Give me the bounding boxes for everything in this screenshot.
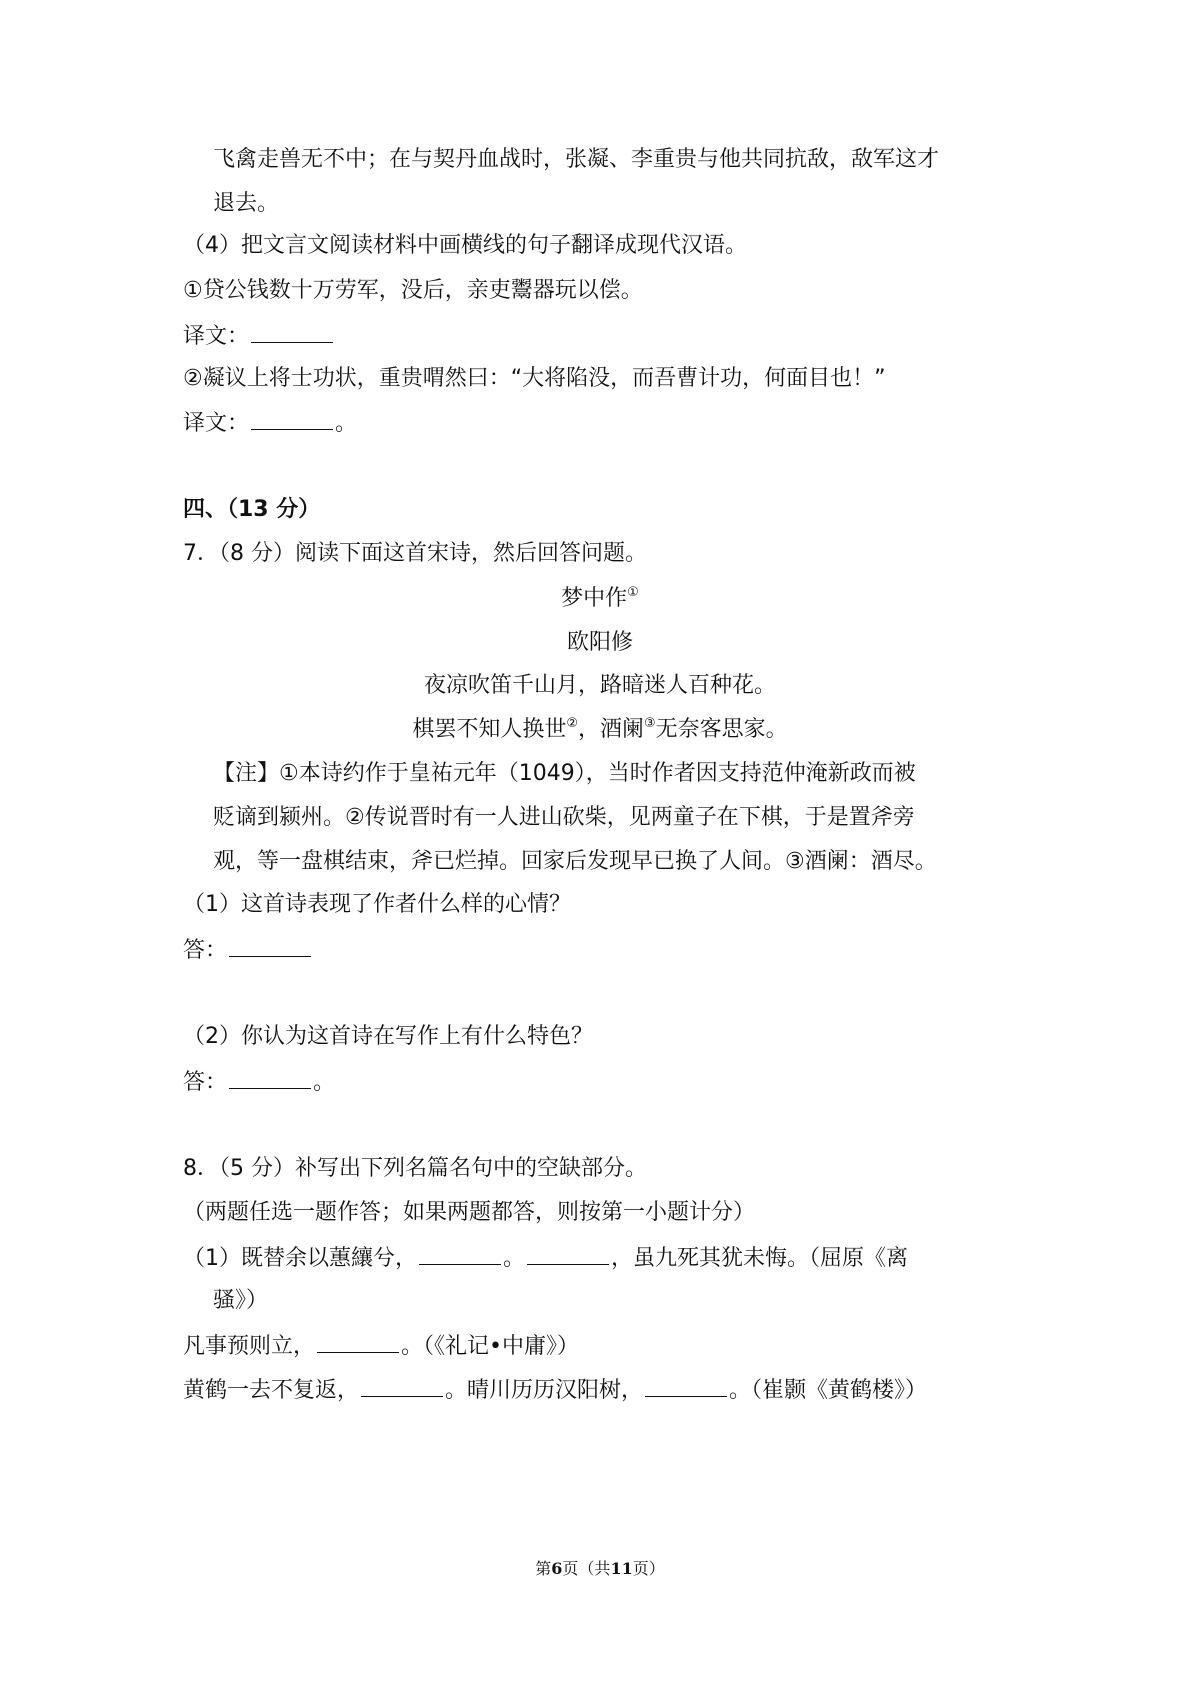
translation-1 [183, 320, 335, 352]
answer-blank[interactable] [527, 1242, 609, 1265]
punctuation: 。 [313, 1070, 336, 1095]
poem-line: 棋罢不知人换世②，酒阑③无奈客思家。 [412, 716, 788, 742]
section-heading: 四、（13 分） [183, 497, 321, 522]
question-7-prompt: 7．（8 分）阅读下面这首宋诗，然后回答问题。 [183, 541, 647, 566]
answer-label: 答： [183, 938, 228, 963]
translation-2 [183, 407, 357, 439]
poem-title: 梦中作① [561, 585, 639, 611]
footnote-marker: ① [627, 585, 639, 600]
fill-in-line: 黄鹤一去不复返， 。晴川历历汉阳树， 。（崔颢《黄鹤楼》） [183, 1374, 927, 1406]
answer-blank[interactable] [317, 1330, 399, 1353]
answer-label: 答： [183, 1070, 228, 1095]
poem-note: 【注】①本诗约作于皇祐元年（1049），当时作者因支持范仲淹新政而被 [213, 761, 916, 786]
answer-blank[interactable] [645, 1374, 727, 1397]
text-line: 飞禽走兽无不中；在与契丹血战时，张凝、李重贵与他共同抗敌，敌军这才 [213, 147, 940, 172]
translation-label: 译文： [183, 411, 250, 436]
answer-blank[interactable] [361, 1374, 443, 1397]
answer-blank[interactable] [229, 1066, 311, 1089]
translation-label: 译文： [183, 324, 250, 349]
answer-blank[interactable] [419, 1242, 501, 1265]
sentence-2: ②凝议上将士功状，重贵喟然曰：“大将陷没，而吾曹计功，何面目也！” [183, 366, 886, 391]
punctuation: 。 [335, 411, 358, 436]
answer-blank[interactable] [251, 320, 333, 343]
page-footer: 第6页（共11页） [535, 1559, 665, 1578]
answer-blank[interactable] [251, 407, 333, 430]
answer-blank[interactable] [229, 934, 311, 957]
poem-note: 观，等一盘棋结束，斧已烂掉。回家后发现早已换了人间。③酒阑：酒尽。 [213, 849, 937, 874]
page-number: 6 [551, 1559, 563, 1578]
question-7-2: （2）你认为这首诗在写作上有什么特色？ [183, 1024, 593, 1049]
fill-in-line: 凡事预则立， 。（《礼记•中庸》） [183, 1330, 579, 1362]
poem-author: 欧阳修 [566, 630, 633, 655]
question-7-1: （1）这首诗表现了作者什么样的心情？ [183, 892, 571, 917]
sentence-1: ①贷公钱数十万劳军，没后，亲吏鬻器玩以偿。 [183, 278, 643, 303]
text-line: 退去。 [213, 191, 280, 216]
footnote-marker: ② [566, 716, 578, 731]
fill-in-line: 骚》） [213, 1288, 269, 1313]
footnote-marker: ③ [644, 716, 656, 731]
answer-line [183, 934, 313, 966]
question-8-instruction: （两题任选一题作答；如果两题都答，则按第一小题计分） [183, 1200, 756, 1225]
fill-in-line: （1）既替余以蕙纕兮， 。 ，虽九死其犹未悔。（屈原《离 [183, 1242, 908, 1274]
poem-note: 贬谪到颍州。②传说晋时有一人进山砍柴，见两童子在下棋，于是置斧旁 [213, 805, 915, 830]
question-8-prompt: 8．（5 分）补写出下列名篇名句中的空缺部分。 [183, 1156, 647, 1181]
poem-line: 夜凉吹笛千山月，路暗迷人百种花。 [423, 673, 776, 698]
question-4-prompt: （4）把文言文阅读材料中画横线的句子翻译成现代汉语。 [183, 233, 747, 258]
answer-line [183, 1066, 335, 1098]
total-pages: 11 [610, 1559, 633, 1578]
